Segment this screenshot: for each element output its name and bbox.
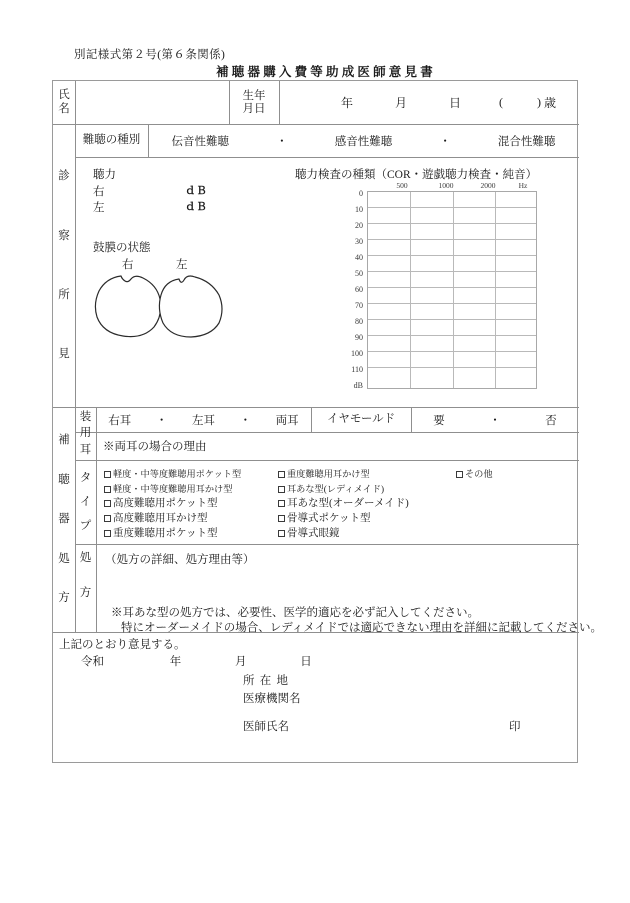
hearing-aid-section-label: 補 聴 器 処 方 — [58, 433, 70, 605]
db-tick-70: 70 — [355, 301, 363, 310]
age-paren-open: ( — [499, 95, 504, 109]
checkbox-icon[interactable] — [456, 471, 463, 478]
earmold-required[interactable]: 要 — [433, 414, 445, 427]
hearing-right-ear: 右 — [93, 185, 105, 198]
hearing-left-value[interactable] — [139, 200, 185, 217]
gridline-h-30 — [368, 239, 536, 240]
checkbox-type-c2-2[interactable]: 耳あな型(レディメイド) — [278, 481, 384, 495]
earmold-options[interactable] — [411, 407, 579, 432]
checkbox-icon[interactable] — [104, 530, 111, 537]
loss-type-label: 難聴の種別 — [82, 133, 141, 146]
institution-label: 医療機関名 — [243, 693, 301, 705]
db-tick-110: 110 — [351, 365, 363, 374]
db-tick-90: 90 — [355, 333, 363, 342]
dob-year-label: 年 — [341, 96, 354, 110]
hearing-right-unit: ｄＢ — [185, 185, 208, 197]
name-input[interactable] — [75, 81, 229, 124]
eardrum-heading: 鼓膜の状態 — [93, 242, 151, 254]
rule-types-bottom — [75, 544, 579, 545]
checkbox-type-other[interactable]: その他 — [456, 466, 493, 480]
gridline-h-40 — [368, 255, 536, 256]
opinion-statement: 上記のとおり意見する。 — [59, 639, 186, 651]
gridline-h-60 — [368, 287, 536, 288]
gridline-h-80 — [368, 319, 536, 320]
loss-type-mixed[interactable]: 混合性難聴 — [497, 135, 556, 148]
chart-title: 聴力検査の種類（COR・遊戯聴力検査・純音） — [295, 169, 538, 181]
hearing-right-row[interactable] — [93, 184, 207, 201]
form-table — [52, 80, 603, 763]
form-code: 別記様式第２号(第６条関係) — [74, 49, 226, 61]
checkbox-type-c2-3[interactable]: 耳あな型(オーダーメイド) — [278, 495, 409, 510]
gridline-v-1000 — [453, 192, 454, 388]
address-label: 所 在 地 — [243, 675, 290, 687]
db-tick-40: 40 — [355, 253, 363, 262]
checkbox-icon[interactable] — [278, 486, 285, 493]
gridline-h-110 — [368, 367, 536, 368]
db-tick-30: 30 — [355, 237, 363, 246]
exam-section-label: 診 察 所 見 — [58, 170, 70, 360]
rule-dob-label — [279, 81, 280, 124]
worn-ear-right[interactable]: 右耳 — [108, 414, 132, 427]
eardrum-left-shape — [159, 276, 222, 337]
name-label: 氏 名 — [58, 89, 70, 115]
prescription-note-1: ※耳あな型の処方では、必要性、医学的適応を必ず記入してください。 — [111, 607, 479, 619]
checkbox-icon[interactable] — [104, 486, 111, 493]
hearing-left-ear: 左 — [93, 202, 105, 215]
date-month-label: 月 — [235, 656, 247, 668]
separator-dot-2: ・ — [439, 135, 451, 148]
seal-label: 印 — [509, 721, 521, 733]
db-tick-80: 80 — [355, 317, 363, 326]
gridline-h-10 — [368, 207, 536, 208]
age-paren-close: ) — [537, 95, 542, 109]
page-title: 補聴器購入費等助成医師意見書 — [216, 65, 436, 79]
earmold-not-required[interactable]: 否 — [545, 414, 557, 427]
checkbox-type-c2-1[interactable]: 重度難聴用耳かけ型 — [278, 466, 370, 480]
prescription-note-2: 特にオーダーメイドの場合、レディメイドでは適応できない理由を詳細に記載してください。 — [121, 622, 603, 634]
checkbox-icon[interactable] — [104, 500, 111, 507]
eardrum-right-shape — [95, 276, 160, 337]
checkbox-type-c2-5[interactable]: 骨導式眼鏡 — [278, 525, 340, 540]
gridline-v-500 — [410, 192, 411, 388]
freq-tick-2000: 2000 — [480, 181, 496, 190]
checkbox-type-c1-5[interactable]: 重度難聴用ポケット型 — [104, 525, 217, 540]
earmold-label: イヤモールド — [326, 412, 396, 425]
gridline-h-20 — [368, 223, 536, 224]
loss-type-sensorineural[interactable]: 感音性難聴 — [334, 135, 393, 148]
rule-earrow-bottom — [75, 432, 579, 433]
eardrum-left-label: 左 — [176, 259, 188, 271]
db-tick-50: 50 — [355, 269, 363, 278]
db-tick-0: 0 — [359, 189, 363, 198]
prescription-heading: （処方の詳細、処方理由等） — [105, 554, 255, 566]
freq-axis-unit: Hz — [518, 181, 528, 190]
db-tick-60: 60 — [355, 285, 363, 294]
checkbox-type-c1-2[interactable]: 軽度・中等度難聴用耳かけ型 — [104, 481, 232, 495]
binaural-reason-note: ※両耳の場合の理由 — [103, 441, 207, 453]
checkbox-icon[interactable] — [278, 471, 285, 478]
dob-fields[interactable] — [303, 81, 579, 124]
checkbox-icon[interactable] — [278, 500, 285, 507]
checkbox-type-c2-4[interactable]: 骨導式ポケット型 — [278, 510, 370, 525]
eardrum-diagram — [91, 271, 231, 341]
checkbox-type-c1-4[interactable]: 高度難聴用耳かけ型 — [104, 510, 208, 525]
separator-dot-3: ・ — [155, 414, 168, 427]
age-unit-label: 歳 — [544, 96, 557, 110]
type-label: タ イ プ — [79, 471, 92, 532]
checkbox-type-c1-1[interactable]: 軽度・中等度難聴用ポケット型 — [104, 466, 241, 480]
freq-tick-500: 500 — [396, 181, 408, 190]
hearing-right-value[interactable] — [139, 184, 185, 201]
rule-losstype-bottom — [75, 157, 579, 158]
date-day-label: 日 — [300, 656, 312, 668]
hearing-heading: 聴力 — [93, 169, 116, 181]
separator-dot-4: ・ — [239, 414, 252, 427]
worn-ear-label: 装 用 耳 — [79, 410, 92, 456]
checkbox-icon[interactable] — [278, 530, 285, 537]
audiogram-grid[interactable] — [367, 191, 537, 389]
issue-date-row[interactable] — [81, 653, 312, 669]
eardrum-right-label: 右 — [122, 259, 134, 271]
checkbox-icon[interactable] — [104, 515, 111, 522]
gridline-h-100 — [368, 351, 536, 352]
gridline-h-90 — [368, 335, 536, 336]
separator-dot-5: ・ — [489, 414, 501, 427]
worn-ear-both[interactable]: 両耳 — [275, 414, 299, 427]
hearing-left-unit: ｄＢ — [185, 202, 208, 214]
worn-ear-options[interactable] — [96, 407, 311, 432]
dob-month-label: 月 — [395, 96, 408, 110]
db-tick-100: 100 — [351, 349, 363, 358]
gridline-h-70 — [368, 303, 536, 304]
db-axis-unit: dB — [353, 381, 363, 390]
freq-tick-1000: 1000 — [438, 181, 454, 190]
db-tick-20: 20 — [355, 221, 363, 230]
doctor-name-label: 医師氏名 — [243, 721, 289, 733]
gridline-h-50 — [368, 271, 536, 272]
gridline-v-2000 — [495, 192, 496, 388]
separator-dot-1: ・ — [276, 135, 288, 148]
checkbox-icon[interactable] — [104, 471, 111, 478]
checkbox-icon[interactable] — [278, 515, 285, 522]
checkbox-type-c1-3[interactable]: 高度難聴用ポケット型 — [104, 495, 217, 510]
aid-type-checkbox-grid — [96, 460, 579, 544]
date-year-label: 年 — [169, 656, 182, 668]
loss-type-options[interactable] — [148, 124, 579, 157]
hearing-level-block — [93, 167, 207, 217]
db-tick-10: 10 — [355, 205, 363, 214]
era-label: 令和 — [81, 656, 104, 668]
dob-day-label: 日 — [449, 96, 462, 110]
worn-ear-left[interactable]: 左耳 — [191, 414, 215, 427]
dob-label: 生年 月日 — [242, 89, 266, 115]
prescription-label: 処 方 — [79, 552, 92, 599]
hearing-left-row[interactable] — [93, 200, 207, 217]
loss-type-conductive[interactable]: 伝音性難聴 — [171, 135, 230, 148]
